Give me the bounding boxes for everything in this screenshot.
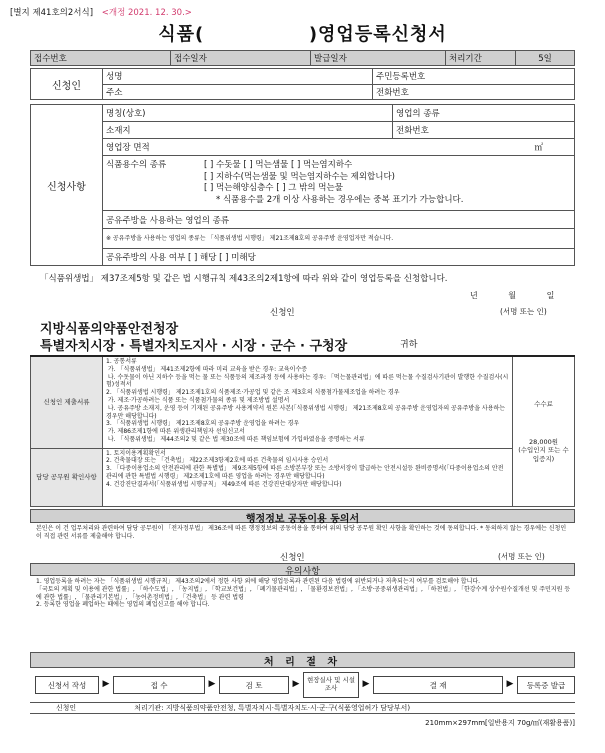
step-inspection: 현장실사 및 시설조사 xyxy=(303,672,359,698)
submit-docs-list: 1. 공통서류 가. 「식품위생법」 제41조제2항에 따라 미리 교육을 받은 경우: 교육이수증 나. 수돗물이 아닌 지하수 등을 먹는 물 또는 식품등의 제조과정 등에 사용하는 경우: 「먹는물관리법」에 따른 먹는물 수질검사기관이 발행한 수질검사(시험)성적서 2. 「식품위생법 시행령」 제21조제1호의 식품제조·가공업 및 같은 조 제3호의 식품첨가물제조업을 하려는 경우 가. 제조·가공하려는 식품 또는 식품첨가물의 종류 및 제조방법 설명서 나. 공유주방 소재지, 운영 등이 기재된 공유주방 사용계약서 원본 사본(「식품위생법 시행령」 제21조제8호의 공유주방 운영업자의 공유주방을 사용하는 경우만 해당합니다) 3. 「식품위생법 시행령」 제21조제8호의 공유주방 운영업을 하려는 경우 가. 제86조제1항에 따른 위생관리책임자 선임신고서 나. 「식품위생법」 제44조의2 및 같은 법 제30조에 따른 책임보험에 가입하였음을 증명하는 서류 xyxy=(103,356,513,448)
period-value: 5일 xyxy=(516,51,575,66)
applicant-name-field[interactable]: 성명 xyxy=(103,69,373,85)
notes-title: 유의사항 xyxy=(30,563,575,576)
statement-text: 「식품위생법」 제37조제5항 및 같은 법 시행규칙 제43조의2제1항에 따라 위와 같이 영업등록을 신청합니다. xyxy=(40,274,448,284)
recipient-line1: 지방식품의약품안전청장 xyxy=(40,322,179,337)
shared-kitchen-use[interactable]: 공유주방의 사용 여부 [ ] 해당 [ ] 미해당 xyxy=(103,249,575,266)
area-field[interactable]: 영업장 면적 ㎡ xyxy=(103,138,575,156)
fee-label: 수수료 xyxy=(534,399,553,408)
arrow-icon: ▶ xyxy=(208,679,216,689)
applicant-label: 신청인 xyxy=(31,69,103,100)
form-number: [별지 제41호의2서식] xyxy=(10,8,94,18)
water-option-row2[interactable]: [ ] 지하수(먹는샘물 및 먹는염지하수는 제외합니다) xyxy=(204,171,395,182)
applicant-table xyxy=(30,68,575,100)
issue-date-label: 발급일자 xyxy=(311,51,446,66)
receipt-table xyxy=(30,50,575,66)
location-field[interactable]: 소재지 xyxy=(103,121,393,138)
step-review: 검 토 xyxy=(219,676,289,694)
water-type-label: 식품용수의 종류 xyxy=(106,160,167,171)
period-label: 처리기간 xyxy=(446,51,516,66)
recipient-suffix: 귀하 xyxy=(400,340,418,350)
revision-date: <개정 2021. 12. 30.> xyxy=(101,8,192,18)
date-fields[interactable]: 년 월 일 xyxy=(470,291,555,300)
shared-kitchen-biz-field[interactable]: 공유주방을 사용하는 영업의 종류 xyxy=(103,211,575,229)
process-title: 처 리 절 차 xyxy=(30,652,575,668)
step-receipt: 접 수 xyxy=(113,676,205,694)
consent-sign-label: 신청인 xyxy=(280,553,305,563)
official-check-label: 담당 공무원 확인사항 xyxy=(31,448,103,506)
applicant-address-field[interactable]: 주소 xyxy=(103,84,373,100)
shared-kitchen-note: ※ 공유주방을 사용하는 영업의 종류는 「식품위생법 시행령」 제21조제8호의 공유주방 운영업자만 적습니다. xyxy=(103,229,575,249)
water-option-row3[interactable]: [ ] 먹는해양심층수 [ ] 그 밖의 먹는물 xyxy=(204,183,343,194)
fee-box xyxy=(513,356,575,506)
resident-no-field[interactable]: 주민등록번호 xyxy=(373,69,575,85)
process-actors xyxy=(30,702,575,714)
recipient-line2: 특별자치시장 · 특별자치도지사 · 시장 · 군수 · 구청장 xyxy=(40,339,348,354)
biz-phone-field[interactable]: 전화번호 xyxy=(393,121,575,138)
consent-title: 행정정보 공동이용 동의서 xyxy=(30,509,575,523)
arrow-icon: ▶ xyxy=(102,679,110,689)
consent-text: 본인은 이 건 업무처리와 관련하여 담당 공무원이 「전자정부법」 제36조에 따른 행정정보의 공동이용을 통하여 위의 담당 공무원 확인 사항을 확인하는 것에 동의합니다. * 동의하지 않는 경우에는 신청인이 직접 관련 서류를 제출해야 합니다. xyxy=(36,525,567,540)
water-type-group xyxy=(103,156,575,211)
biz-name-field[interactable]: 명칭(상호) xyxy=(103,105,393,122)
arrow-icon: ▶ xyxy=(506,679,514,689)
water-option-row1[interactable]: [ ] 수돗물 [ ] 먹는샘물 [ ] 먹는염지하수 xyxy=(204,160,353,171)
form-header xyxy=(10,6,192,18)
arrow-icon: ▶ xyxy=(362,679,370,689)
applicant-phone-field[interactable]: 전화번호 xyxy=(373,84,575,100)
consent-sign-field[interactable]: (서명 또는 인) xyxy=(498,552,545,561)
official-check-list: 1. 토지이용계획확인서 2. 건축물대장 또는 「건축법」 제22조제3항제2호에 따른 건축물의 임시사용 승인서 3. 「다중이용업소의 안전관리에 관한 특별법」 제9조제5항에 따른 소방본부장 또는 소방서장이 발급하는 안전시설등 완비증명서(「다중이용업소의 안전관리에 관한 특별법 시행령」 제2조제1호에 따른 영업을 하려는 경우만 해당합니다) 4. 건강진단결과서(「식품위생법 시행규칙」 제49조에 따른 건강진단대상자만 해당합니다) xyxy=(103,448,513,506)
step-approval: 결 재 xyxy=(373,676,503,694)
actor-agency: 처리기관: 지방식품의약품안전청, 특별자치시·특별자치도·시·군·구(식품영업허가 담당부서) xyxy=(134,704,411,712)
submit-docs-label: 신청인 제출서류 xyxy=(31,356,103,448)
documents-table xyxy=(30,355,575,507)
receipt-no-label: 접수번호 xyxy=(31,51,171,66)
water-note: * 식품용수를 2개 이상 사용하는 경우에는 중복 표기가 가능합니다. xyxy=(216,194,464,205)
signature-label: 신청인 xyxy=(270,308,295,318)
paper-spec: 210mm×297mm[일반용지 70g/㎡(재활용품)] xyxy=(425,719,575,727)
fee-amount: 28,000원 (수입인지 또는 수입증지) xyxy=(518,438,569,463)
receipt-date-label: 접수일자 xyxy=(171,51,311,66)
actor-applicant: 신청인 xyxy=(55,704,77,712)
step-issuance: 등록증 발급 xyxy=(517,676,575,694)
page-title: 식품( )영업등록신청서 xyxy=(158,24,447,45)
area-unit: ㎡ xyxy=(534,143,543,153)
arrow-icon: ▶ xyxy=(292,679,300,689)
request-label: 신청사항 xyxy=(31,105,103,266)
notes-text: 1. 영업등록을 하려는 자는 「식품위생법 시행규칙」 제43조의2에서 정한 사항 외에 해당 영업등록과 관련된 다음 법령에 위반되거나 저촉되는지 여부를 검토해야 합니다. 「국토의 계획 및 이용에 관한 법률」, 「하수도법」, 「농지법」, 「학교보건법」, 「폐기물관리법」, 「물환경보전법」, 「소방·공중위생관리법」, 「하천법」, 「한강수계 상수원수질개선 및 주민지원 등에 관한 법률」, 「물관리기본법」, 「농어촌정비법」, 「건축법」 등 관련 법령 2. 등록한 영업을 폐업하는 때에는 영업의 폐업신고를 해야 합니다. xyxy=(36,578,571,609)
biz-type-field[interactable]: 영업의 종류 xyxy=(393,105,575,122)
step-application: 신청서 작성 xyxy=(35,676,99,694)
signature-field[interactable]: (서명 또는 인) xyxy=(500,307,547,316)
request-table xyxy=(30,104,575,266)
